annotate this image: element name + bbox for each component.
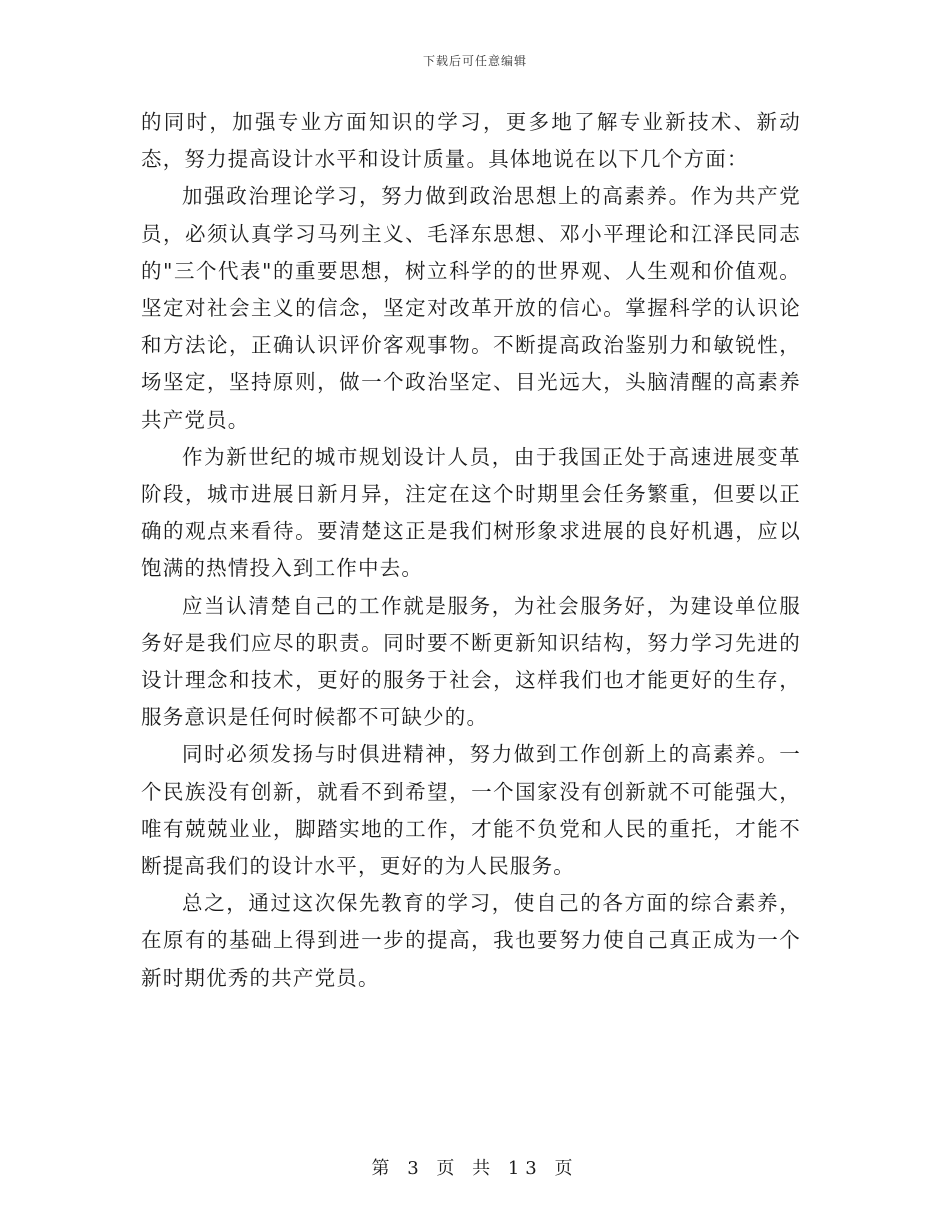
page-indicator: 第 3 页 共 13 页 bbox=[371, 1158, 579, 1179]
paragraph-urban-planning: 作为新世纪的城市规划设计人员，由于我国正处于高速进展变革阶段，城市进展日新月异，注定在这个时期里会任务繁重，但要以正确的观点来看待。要清楚这正是我们树形象求进展的良好机遇，应以饱满的热情投入到工作中去。 bbox=[141, 444, 801, 581]
paragraph-innovation: 同时必须发扬与时俱进精神，努力做到工作创新上的高素养。一个民族没有创新，就看不到希望，一个国家没有创新就不可能强大，唯有兢兢业业，脚踏实地的工作，才能不负党和人民的重托，才能不断提高我们的设计水平，更好的为人民服务。 bbox=[141, 742, 801, 879]
paragraph-service: 应当认清楚自己的工作就是服务，为社会服务好，为建设单位服务好是我们应尽的职责。同时要不断更新知识结构，努力学习先进的设计理念和技术，更好的服务于社会，这样我们也才能更好的生存，服务意识是任何时候都不可缺少的。 bbox=[141, 593, 801, 730]
document-body bbox=[141, 104, 801, 997]
paragraph-political-theory: 加强政治理论学习，努力做到政治思想上的高素养。作为共产党员，必须认真学习马列主义、毛泽东思想、邓小平理论和江泽民同志的"三个代表"的重要思想，树立科学的的世界观、人生观和价值观。坚定对社会主义的信念，坚定对改革开放的信心。掌握科学的认识论和方法论，正确认识评价客观事物。不断提高政治鉴别力和敏锐性，场坚定，坚持原则，做一个政治坚定、目光远大，头脑清醒的高素养共产党员。 bbox=[141, 184, 801, 432]
paragraph-conclusion: 总之，通过这次保先教育的学习，使自己的各方面的综合素养，在原有的基础上得到进一步的提高，我也要努力使自己真正成为一个新时期优秀的共产党员。 bbox=[141, 891, 801, 990]
paragraph-continuation: 的同时，加强专业方面知识的学习，更多地了解专业新技术、新动态，努力提高设计水平和设计质量。具体地说在以下几个方面： bbox=[141, 110, 801, 172]
header-note: 下载后可任意编辑 bbox=[422, 54, 527, 68]
